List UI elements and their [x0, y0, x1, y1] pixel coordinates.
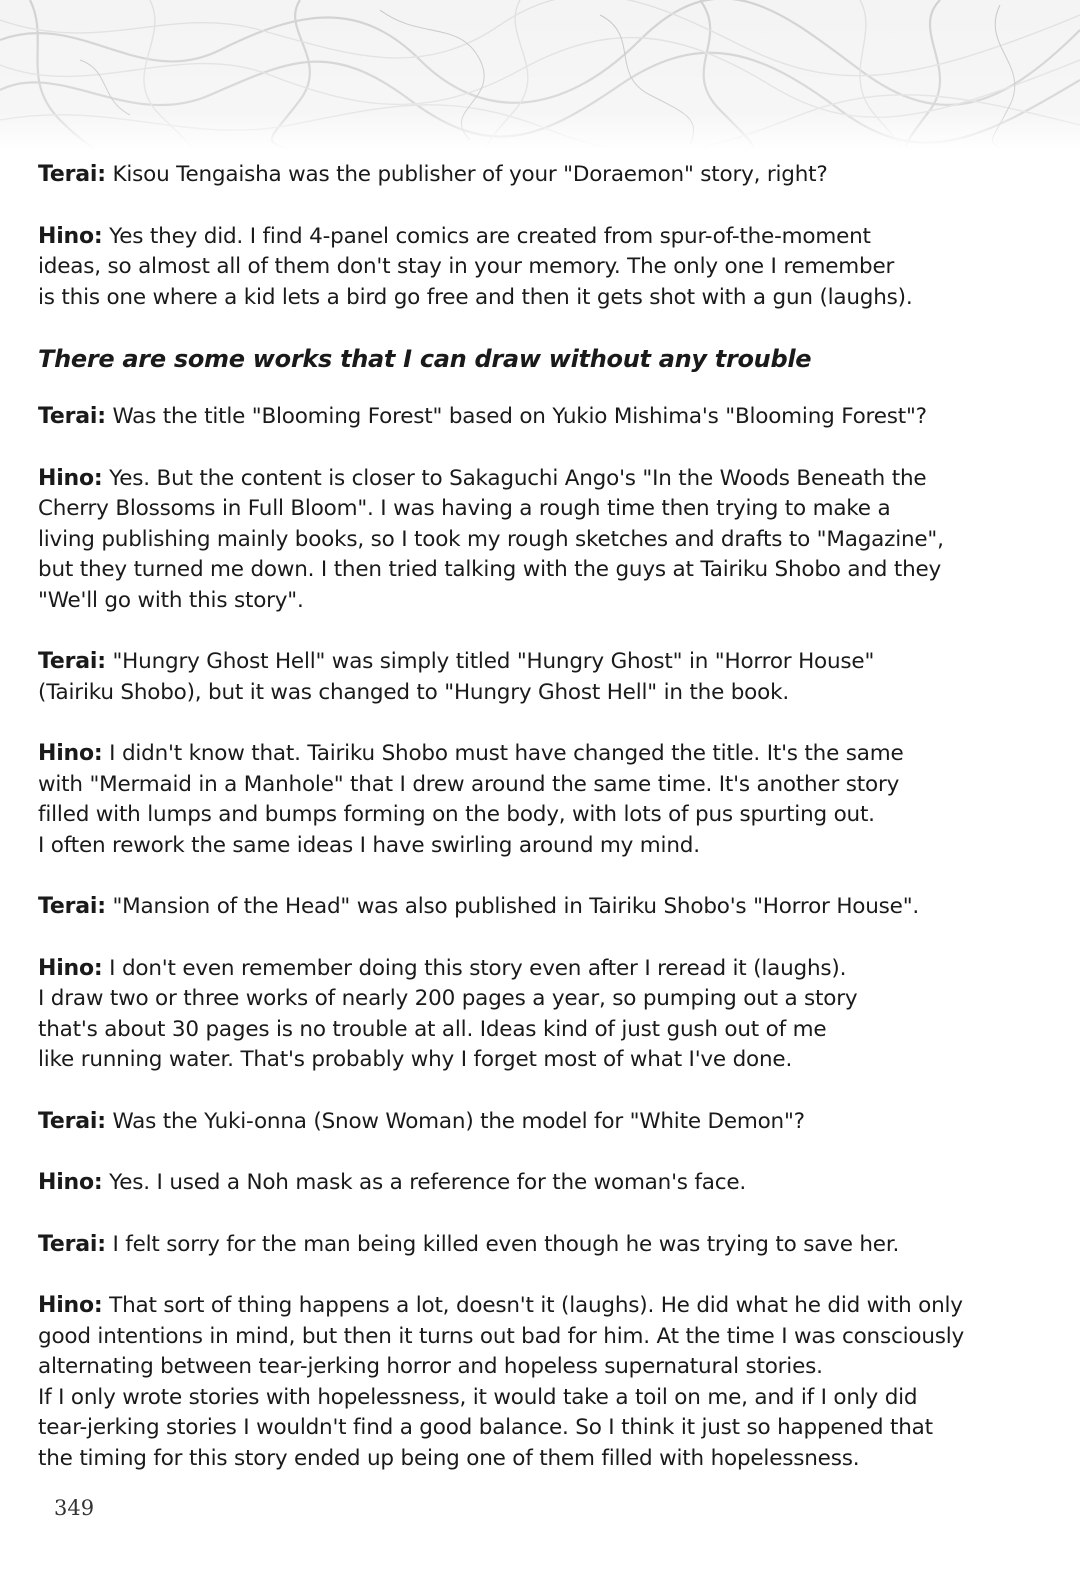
- dialogue-block: [38, 160, 1048, 191]
- speaker-label: Terai:: [38, 404, 106, 429]
- dialogue-text: filled with lumps and bumps forming on the body, with lots of pus spurting out.: [38, 802, 875, 827]
- dialogue-block: [38, 647, 1048, 708]
- dialogue-block: [38, 739, 1048, 861]
- interview-transcript: [38, 160, 1048, 1505]
- marble-header-decoration: [0, 0, 1080, 150]
- dialogue-text: alternating between tear-jerking horror and hopeless supernatural stories.: [38, 1354, 823, 1379]
- dialogue-text: "Hungry Ghost Hell" was simply titled "Hungry Ghost" in "Horror House": [112, 649, 875, 674]
- dialogue-text: living publishing mainly books, so I took my rough sketches and drafts to "Magazine",: [38, 526, 944, 552]
- dialogue-text: that's about 30 pages is no trouble at all. Ideas kind of just gush out of me: [38, 1016, 827, 1042]
- dialogue-block: [38, 222, 1048, 314]
- dialogue-block: [38, 1291, 1048, 1474]
- speaker-label: Terai:: [38, 1231, 106, 1257]
- dialogue-text: (Tairiku Shobo), but it was changed to "Hungry Ghost Hell" in the book.: [38, 679, 789, 705]
- dialogue-text: I often rework the same ideas I have swirling around my mind.: [38, 832, 700, 858]
- dialogue-text: with "Mermaid in a Manhole" that I drew around the same time. It's another story: [38, 771, 900, 797]
- dialogue-text: I draw two or three works of nearly 200 pages a year, so pumping out a story: [38, 986, 858, 1011]
- dialogue-block: [38, 1230, 1048, 1261]
- dialogue-text: Yes. But the content is closer to Sakaguchi Ango's "In the Woods Beneath the: [109, 465, 927, 491]
- dialogue-text: the timing for this story ended up being one of them filled with hopelessness.: [38, 1445, 860, 1471]
- dialogue-block: [38, 1107, 1048, 1138]
- speaker-label: Terai:: [38, 162, 106, 187]
- dialogue-text: is this one where a kid lets a bird go free and then it gets shot with a gun (laughs).: [38, 284, 913, 310]
- dialogue-text: Yes. I used a Noh mask as a reference for the woman's face.: [109, 1170, 747, 1195]
- dialogue-text: tear-jerking stories I wouldn't find a good balance. So I think it just so happened that: [38, 1415, 933, 1440]
- dialogue-text: but they turned me down. I then tried talking with the guys at Tairiku Shobo and they: [38, 557, 942, 582]
- speaker-label: Hino:: [38, 955, 103, 981]
- section-heading: There are some works that I can draw without any trouble: [38, 345, 812, 373]
- speaker-label: Hino:: [38, 465, 103, 491]
- speaker-label: Hino:: [38, 741, 103, 766]
- speaker-label: Terai:: [38, 1108, 106, 1134]
- dialogue-text: Was the Yuki-onna (Snow Woman) the model for "White Demon"?: [112, 1108, 805, 1134]
- dialogue-text: like running water. That's probably why I forget most of what I've done.: [38, 1047, 793, 1072]
- dialogue-text: Kisou Tengaisha was the publisher of your "Doraemon" story, right?: [112, 162, 828, 187]
- page-number: 349: [54, 1496, 95, 1520]
- dialogue-block: [38, 1168, 1048, 1199]
- speaker-label: Terai:: [38, 894, 106, 919]
- dialogue-text: good intentions in mind, but then it turns out bad for him. At the time I was consciously: [38, 1323, 965, 1349]
- dialogue-text: Was the title "Blooming Forest" based on Yukio Mishima's "Blooming Forest"?: [112, 404, 927, 429]
- dialogue-block: [38, 464, 1048, 617]
- dialogue-block: [38, 892, 1048, 923]
- speaker-label: Hino:: [38, 1170, 103, 1195]
- dialogue-text: Yes they did. I find 4-panel comics are created from spur-of-the-moment: [109, 223, 871, 249]
- dialogue-text: I don't even remember doing this story even after I reread it (laughs).: [109, 955, 847, 981]
- dialogue-block: [38, 954, 1048, 1076]
- dialogue-block: [38, 402, 1048, 433]
- dialogue-text: That sort of thing happens a lot, doesn't it (laughs). He did what he did with only: [109, 1293, 963, 1318]
- dialogue-text: I didn't know that. Tairiku Shobo must have changed the title. It's the same: [109, 741, 904, 766]
- speaker-label: Hino:: [38, 223, 103, 249]
- speaker-label: Terai:: [38, 649, 106, 674]
- dialogue-text: If I only wrote stories with hopelessness, it would take a toil on me, and if I only did: [38, 1384, 918, 1410]
- dialogue-text: "Mansion of the Head" was also published in Tairiku Shobo's "Horror House".: [112, 894, 920, 919]
- dialogue-text: I felt sorry for the man being killed even though he was trying to save her.: [112, 1231, 900, 1257]
- dialogue-text: Cherry Blossoms in Full Bloom". I was having a rough time then trying to make a: [38, 496, 891, 521]
- speaker-label: Hino:: [38, 1293, 103, 1318]
- dialogue-text: ideas, so almost all of them don't stay in your memory. The only one I remember: [38, 254, 895, 279]
- dialogue-text: "We'll go with this story".: [38, 587, 304, 613]
